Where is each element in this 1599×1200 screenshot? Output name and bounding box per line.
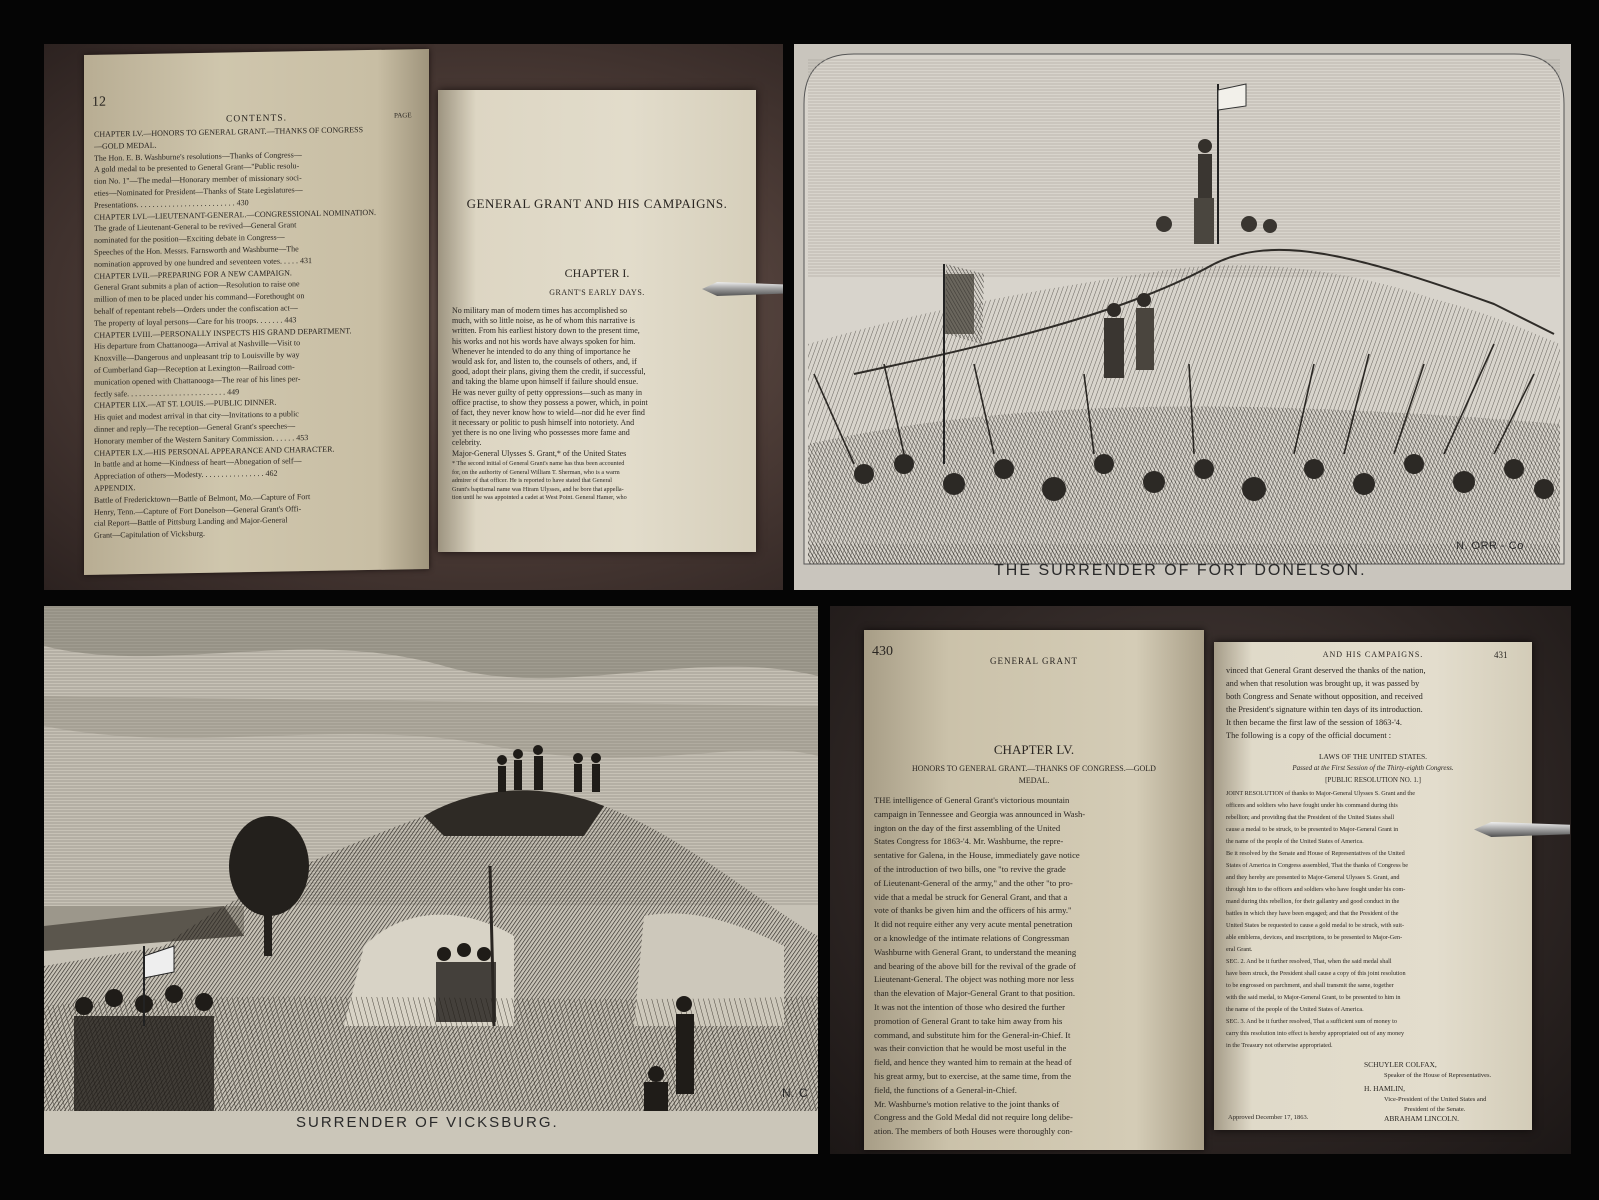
text-line: Appreciation of others—Modesty. . . . . . . . . . . . . . . . 462 [94, 468, 278, 481]
text-line: States of America in Congress assembled, That the thanks of Congress be [1226, 862, 1409, 869]
vicksburg-illustration [44, 606, 818, 1154]
text-line: In battle and at home—Kindness of heart—Abnegation of self— [94, 456, 302, 470]
text-line: and bearing of the above bill for the revival of the grade of [874, 960, 1076, 971]
chapter-one-page [438, 90, 756, 552]
text-line: Washburne with General Grant, to understand the meaning [874, 946, 1077, 957]
text-line: States Congress for 1863-'4. Mr. Washburne, the repre- [874, 836, 1064, 847]
chapter-subtitle-cont: MEDAL. [1018, 776, 1050, 785]
text-line: JOINT RESOLUTION of thanks to Major-General Ulysses S. Grant and the [1226, 790, 1415, 797]
engraver-signature: N. ORR - Co [1456, 540, 1524, 552]
text-line: vide that a medal be struck for General Grant, and that a [874, 891, 1068, 902]
text-line: with the said medal, to Major-General Grant, to be presented to him in [1226, 994, 1401, 1001]
text-line: than the elevation of Major-General Grant to that position. [874, 988, 1076, 999]
text-line: No military man of modern times has accomplished so [452, 306, 628, 315]
text-line: nominated for the position—Exciting debate in Congress— [94, 232, 285, 246]
text-line: Grant—Capitulation of Vicksburg. [94, 528, 205, 540]
text-line: CHAPTER LVIII.—PERSONALLY INSPECTS HIS GRAND DEPARTMENT. [94, 325, 352, 340]
text-line: and taking the blame upon himself if failure should ensue. [452, 377, 639, 387]
text-line: promotion of General Grant to take him away from his [874, 1015, 1063, 1026]
text-line: ington on the day of the first assembling of the United [874, 822, 1061, 833]
fort-donelson-illustration [794, 44, 1571, 590]
text-line: was their conviction that he would be most useful in the [874, 1043, 1067, 1054]
text-line: celebrity. [452, 438, 482, 448]
text-line: It then became the first law of the session of 1863-'4. [1226, 718, 1402, 727]
text-line: The Hon. E. B. Washburne's resolutions—Thanks of Congress— [94, 149, 302, 163]
contents-page [84, 49, 429, 575]
contents-lines [94, 123, 423, 542]
text-line: Presentations. . . . . . . . . . . . . . . . . . . . . . . . . 430 [94, 197, 249, 210]
text-line: the name of the people of the United States of America. [1226, 838, 1364, 845]
signature-colfax: SCHUYLER COLFAX, [1364, 1060, 1437, 1069]
law-session: Passed at the First Session of the Thirty-eighth Congress. [1292, 764, 1454, 772]
text-line: Speeches of the Hon. Messrs. Farnsworth and Washburne—The [94, 244, 299, 257]
text-line: Be it resolved by the Senate and House of Representatives of the United [1226, 850, 1405, 857]
text-line: of the introduction of two bills, one "to revive the grade [874, 863, 1066, 874]
text-line: or a knowledge of the intimate relations of Congressman [874, 932, 1070, 943]
text-line: CHAPTER LV.—HONORS TO GENERAL GRANT.—THANKS OF CONGRESS [94, 125, 364, 139]
text-line: the name of the people of the United States of America. [1226, 1006, 1364, 1013]
engraver-signature: N. C [782, 1086, 808, 1100]
text-line: Major-General Ulysses S. Grant,* of the United States [452, 448, 627, 458]
text-line: admirer of that officer. He is reported to have stated that General [452, 477, 613, 484]
text-line: both Congress and Senate without opposition, and received [1226, 692, 1423, 701]
chapter-subtitle: HONORS TO GENERAL GRANT.—THANKS OF CONGRESS.—GOLD [912, 764, 1156, 773]
text-line: yet there is no one living who possesses more fame and [452, 428, 630, 438]
text-line: He was never guilty of petty oppressions—such as many in [452, 387, 642, 397]
signature-hamlin-title-cont: President of the Senate. [1404, 1106, 1466, 1113]
chapter-heading: CHAPTER I. [564, 266, 630, 280]
text-line: APPENDIX. [94, 483, 136, 493]
text-line: tion No. 1"—The medal—Honorary member of missionary soci- [94, 173, 302, 187]
text-line: The following is a copy of the official document : [1226, 731, 1392, 740]
page-431 [1214, 642, 1532, 1130]
signature-hamlin-title: Vice-President of the United States and [1384, 1096, 1487, 1103]
text-line: in the Treasury not otherwise appropriated. [1226, 1042, 1333, 1049]
text-line: vote of thanks be given him and the officers of his army." [874, 905, 1072, 916]
text-line: battles in which they have been engaged; and that the President of the [1226, 910, 1399, 917]
chapter-subtitle: GRANT'S EARLY DAYS. [549, 288, 645, 297]
text-line: THE intelligence of General Grant's victorious mountain [874, 795, 1070, 805]
engraving-fort-donelson [794, 44, 1571, 590]
text-line: Mr. Washburne's motion relative to the joint thanks of [874, 1098, 1060, 1109]
text-line: —GOLD MEDAL. [94, 140, 157, 151]
text-line: ation. The members of both Houses were thoroughly con- [874, 1126, 1073, 1137]
contents-heading: CONTENTS. [226, 113, 287, 125]
engraving-vicksburg [44, 606, 818, 1154]
text-line: his great army, but to exercise, at the same time, from the [874, 1070, 1072, 1081]
text-line: His quiet and modest arrival in that city—Invitations to a public [94, 409, 299, 422]
text-line: Henry, Tenn.—Capture of Fort Donelson—General Grant's Offi- [94, 503, 302, 517]
text-line: tion until he was appointed a cadet at West Point. General Hamer, who [452, 494, 627, 501]
text-line: Knoxville—Dangerous and unpleasant trip to Louisville by way [94, 350, 300, 363]
text-line: command, and substitute him for the General-in-Chief. It [874, 1029, 1071, 1040]
text-line: it necessary or politic to push himself into notoriety. And [452, 418, 635, 428]
text-line: of Lieutenant-General of the army," and the other "to pro- [874, 877, 1073, 888]
text-line: CHAPTER LVII.—PREPARING FOR A NEW CAMPAIGN. [94, 267, 292, 281]
book-title: GENERAL GRANT AND HIS CAMPAIGNS. [466, 196, 728, 211]
footnote [452, 460, 746, 503]
text-line: eral Grant. [1226, 946, 1253, 953]
chapter-text [452, 306, 746, 459]
text-line: The property of loyal persons—Care for his troops. . . . . . . 443 [94, 315, 297, 328]
vicksburg-caption: SURRENDER OF VICKSBURG. [296, 1114, 559, 1131]
chapter-heading: CHAPTER LV. [993, 742, 1075, 757]
text-line: SEC. 3. And be it further resolved, That a sufficient sum of money to [1226, 1018, 1397, 1025]
text-line: million of men to be placed under his command—Forethought on [94, 291, 305, 304]
text-line: His departure from Chattanooga—Arrival at Nashville—Visit to [94, 338, 301, 352]
page-number: 12 [92, 94, 106, 110]
text-line: A gold medal to be presented to General Grant—"Public resolu- [94, 161, 300, 175]
page-430 [864, 630, 1204, 1150]
text-line: for, on the authority of General William T. Sherman, who is a warm [452, 468, 620, 476]
text-line: cause a medal to be struck, to be presented to Major-General Grant in [1226, 826, 1399, 833]
text-line: his works and not his words have always spoken for him. [452, 336, 636, 346]
text-line: It did not require either any very acute mental penetration [874, 919, 1073, 930]
text-line: written. From his earliest history down to the present time, [452, 326, 640, 336]
photo-chapter-fifty-five [830, 606, 1571, 1154]
text-line: through him to the officers and soldiers who have fought under his com- [1226, 886, 1406, 893]
text-line: Battle of Fredericktown—Battle of Belmont, Mo.—Capture of Fort [94, 491, 311, 505]
text-line: and when that resolution was brought up, it was passed by [1226, 679, 1420, 688]
text-line: Congress and the Gold Medal did not require long delibe- [874, 1112, 1073, 1123]
text-line: much, with so little noise, as he of whom this narrative is [452, 316, 635, 326]
text-line: of Cumberland Gap—Reception at Lexington—Railroad com- [94, 362, 295, 375]
text-line: It was not the intention of those who desired the further [874, 1001, 1065, 1012]
text-line: munication opened with Chattanooga—The rear of his lines per- [94, 373, 301, 387]
page-number: 431 [1494, 650, 1508, 660]
text-line: the President's signature within ten days of its introduction. [1226, 705, 1423, 714]
text-line: Lieutenant-General. The object was nothing more nor less [874, 974, 1074, 985]
text-line: dinner and reply—The reception—General Grant's speeches— [94, 421, 296, 434]
text-line: The grade of Lieutenant-General to be revived—General Grant [94, 220, 297, 234]
text-line: CHAPTER LX.—HIS PERSONAL APPEARANCE AND CHARACTER. [94, 444, 335, 458]
letter-opener [1474, 822, 1570, 837]
text-line: Whenever he intended to do any thing of importance he [452, 346, 631, 356]
fort-donelson-caption: THE SURRENDER OF FORT DONELSON. [994, 562, 1367, 579]
text-line: Grant's baptismal name was Hiram Ulysses, and he bore that appella- [452, 485, 624, 493]
text-line: office practise, to show they possess a power, which, in point [452, 397, 648, 407]
text-line: and they hereby are presented to Major-General Ulysses S. Grant, and [1226, 874, 1400, 881]
running-head: GENERAL GRANT [990, 656, 1078, 666]
signature-colfax-title: Speaker of the House of Representatives. [1384, 1072, 1492, 1079]
text-line: nomination approved by one hundred and seventeen votes. . . . . 431 [94, 255, 312, 269]
text-line: able emblems, devices, and inscriptions, to be presented to Major-Gen- [1226, 934, 1403, 941]
text-line: officers and soldiers who have fought under his command during this [1226, 802, 1398, 809]
chapter-text [874, 794, 1198, 1139]
text-line: General Grant submits a plan of action—Resolution to raise one [94, 279, 300, 293]
law-title: LAWS OF THE UNITED STATES. [1318, 752, 1428, 761]
text-line: fectly safe. . . . . . . . . . . . . . . . . . . . . . . . . 449 [94, 386, 240, 399]
text-line: mand during this rebellion, for their gallantry and good conduct in the [1226, 898, 1400, 905]
page-number: 430 [872, 644, 893, 659]
text-line: vinced that General Grant deserved the thanks of the nation, [1226, 666, 1426, 675]
text-line: field, and hence they wanted him to remain at the head of [874, 1057, 1072, 1068]
text-line: cial Report—Battle of Pittsburg Landing and Major-General [94, 515, 288, 529]
text-line: of fact, they never know how to wield—nor did he ever find [452, 407, 645, 417]
text-line: Honorary member of the Western Sanitary Commission. . . . . . 453 [94, 432, 309, 446]
text-line: SEC. 2. And be it further resolved, That, when the said medal shall [1226, 958, 1392, 965]
text-line: behalf of repentant rebels—Orders under the confiscation act— [94, 303, 298, 316]
letter-opener [702, 282, 783, 296]
text-line: United States be requested to cause a gold medal to be struck, with suit- [1226, 922, 1405, 929]
text-line: CHAPTER LVI.—LIEUTENANT-GENERAL.—CONGRESSIONAL NOMINATION. [94, 207, 376, 222]
text-line: rebellion; and providing that the President of the United States shall [1226, 814, 1395, 821]
chapter-text [1226, 664, 1524, 742]
text-line: good, adopt their plans, giving them the credit, if successful, [452, 367, 646, 377]
running-head: AND HIS CAMPAIGNS. [1322, 650, 1424, 659]
text-line: CHAPTER LIX.—AT ST. LOUIS.—PUBLIC DINNER. [94, 397, 277, 411]
signature-lincoln: ABRAHAM LINCOLN. [1384, 1114, 1459, 1123]
photo-contents-chapter-one [44, 44, 783, 590]
text-line: have been struck, the President shall cause a copy of this joint resolution [1226, 970, 1406, 977]
text-line: * The second initial of General Grant's name has thus been accounted [452, 460, 625, 467]
text-line: would ask for, and listen to, the counsels of others, and, if [452, 356, 637, 366]
page-label: PAGE [394, 111, 412, 120]
text-line: sentative for Galena, in the House, immediately gave notice [874, 850, 1080, 861]
law-number: [PUBLIC RESOLUTION NO. 1.] [1325, 776, 1421, 784]
approved-date: Approved December 17, 1863. [1228, 1114, 1309, 1121]
text-line: to be engrossed on parchment, and shall transmit the same, together [1226, 982, 1394, 989]
text-line: eties—Nominated for President—Thanks of State Legislatures— [94, 185, 303, 198]
text-line: campaign in Tennessee and Georgia was announced in Wash- [874, 808, 1086, 819]
text-line: carry this resolution into effect is hereby appropriated out of any money [1226, 1030, 1405, 1037]
text-line: field, the functions of a General-in-Chief. [874, 1084, 1017, 1095]
signature-hamlin: H. HAMLIN, [1364, 1084, 1406, 1093]
